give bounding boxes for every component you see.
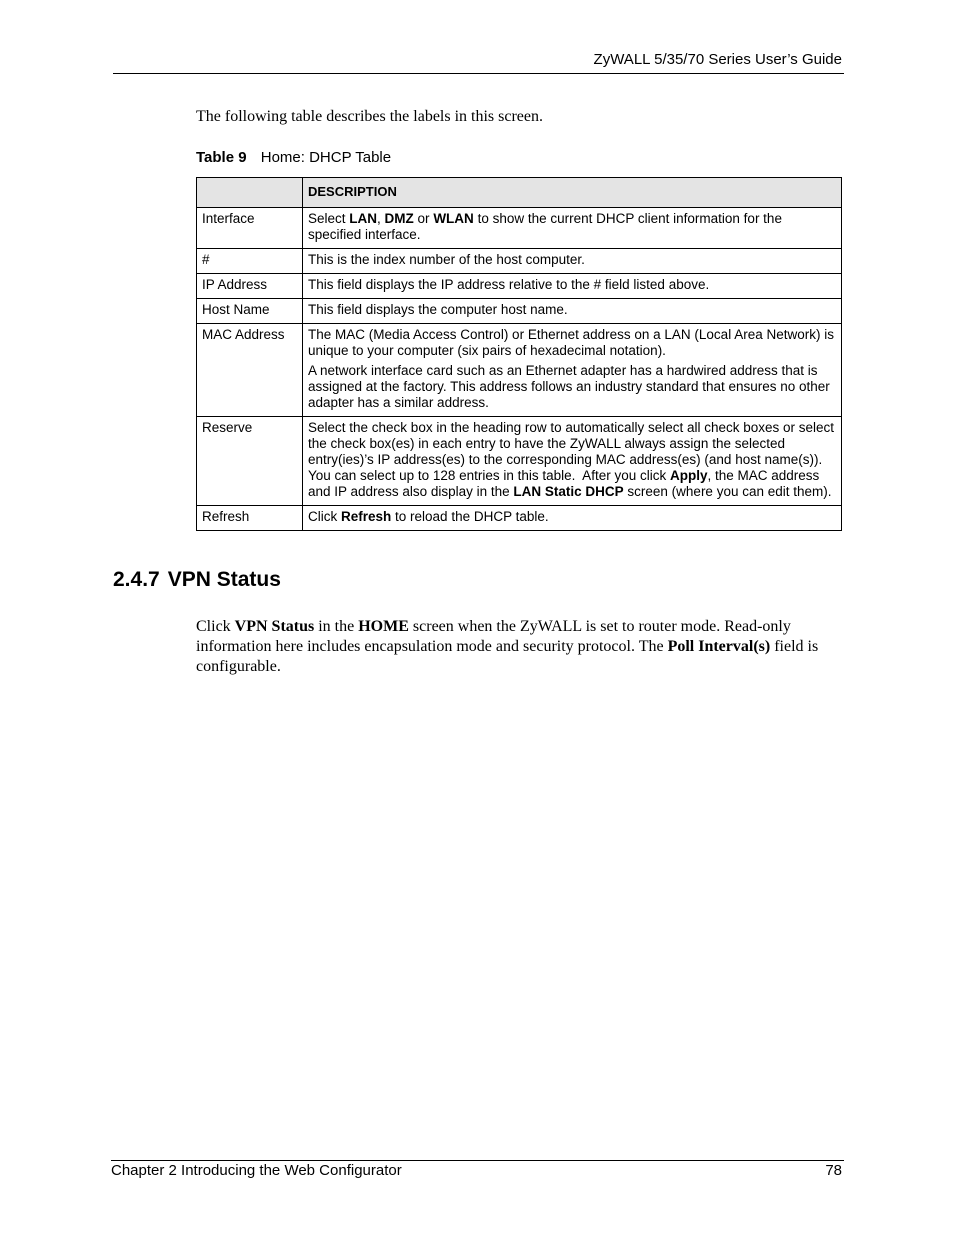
table-caption — [196, 149, 391, 166]
footer-page-number: 78 — [825, 1162, 842, 1179]
table-header-label — [197, 178, 303, 208]
intro-paragraph: The following table describes the labels in this screen. — [196, 108, 544, 125]
table-row-label: Interface — [197, 208, 303, 249]
running-header: ZyWALL 5/35/70 Series User’s Guide — [593, 51, 842, 68]
table-row-label: Reserve — [197, 417, 303, 506]
table-row-label: Refresh — [197, 506, 303, 531]
table-row — [197, 506, 842, 531]
table-body — [197, 208, 842, 531]
header-rule — [113, 73, 844, 74]
description-paragraph: Select LAN, DMZ or WLAN to show the current DHCP client information for the specified interface. — [308, 211, 782, 242]
footer-chapter: Chapter 2 Introducing the Web Configurator — [111, 1162, 402, 1179]
footer-rule — [111, 1160, 844, 1161]
table-row-description — [303, 417, 842, 506]
description-paragraph: Select the check box in the heading row to automatically select all check boxes or select the check box(es) in each entry to have the ZyWALL always assign the selected entry(ies)’s IP address(es) to the corresponding MAC address(es) (and host name(s)). You can select up to 128 entries in this table. After you click Apply, the MAC address and IP address also display in the LAN Static DHCP screen (where you can edit them). — [308, 420, 835, 499]
table-row-description — [303, 208, 842, 249]
table-row-description — [303, 274, 842, 299]
table-row-label: IP Address — [197, 274, 303, 299]
description-paragraph: This field displays the computer host name. — [308, 302, 568, 317]
description-paragraph: The MAC (Media Access Control) or Ethernet address on a LAN (Local Area Network) is unique to your computer (six pairs of hexadecimal notation). — [308, 327, 834, 358]
table-row-label: MAC Address — [197, 324, 303, 417]
table-row-label: # — [197, 249, 303, 274]
table-caption-label: Table 9 — [196, 149, 247, 166]
table-row — [197, 324, 842, 417]
table-caption-title: Home: DHCP Table — [260, 149, 392, 166]
section-title: VPN Status — [167, 568, 281, 591]
table-row — [197, 249, 842, 274]
table-header-description: DESCRIPTION — [303, 178, 842, 208]
table-row-description — [303, 299, 842, 324]
description-paragraph: A network interface card such as an Ethernet adapter has a hardwired address that is assigned at the factory. This address follows an industry standard that ensures no other adapter has a similar address. — [308, 363, 830, 410]
table-row-description — [303, 324, 842, 417]
description-paragraph: This is the index number of the host computer. — [308, 252, 585, 267]
table-row-label: Host Name — [197, 299, 303, 324]
description-paragraph: This field displays the IP address relative to the # field listed above. — [308, 277, 710, 292]
table-row — [197, 274, 842, 299]
section-heading — [113, 568, 281, 592]
table-row — [197, 299, 842, 324]
table-row-description — [303, 506, 842, 531]
table-row — [197, 417, 842, 506]
description-paragraph: Click Refresh to reload the DHCP table. — [308, 509, 549, 524]
table-header-row — [197, 178, 842, 208]
dhcp-description-table — [196, 177, 842, 531]
table-row — [197, 208, 842, 249]
section-number: 2.4.7 — [113, 568, 160, 591]
table-row-description — [303, 249, 842, 274]
section-body-paragraph: Click VPN Status in the HOME screen when the ZyWALL is set to router mode. Read-only information here includes encapsulation mode and security protocol. The Poll Interval(s) field is configurable. — [196, 618, 819, 675]
